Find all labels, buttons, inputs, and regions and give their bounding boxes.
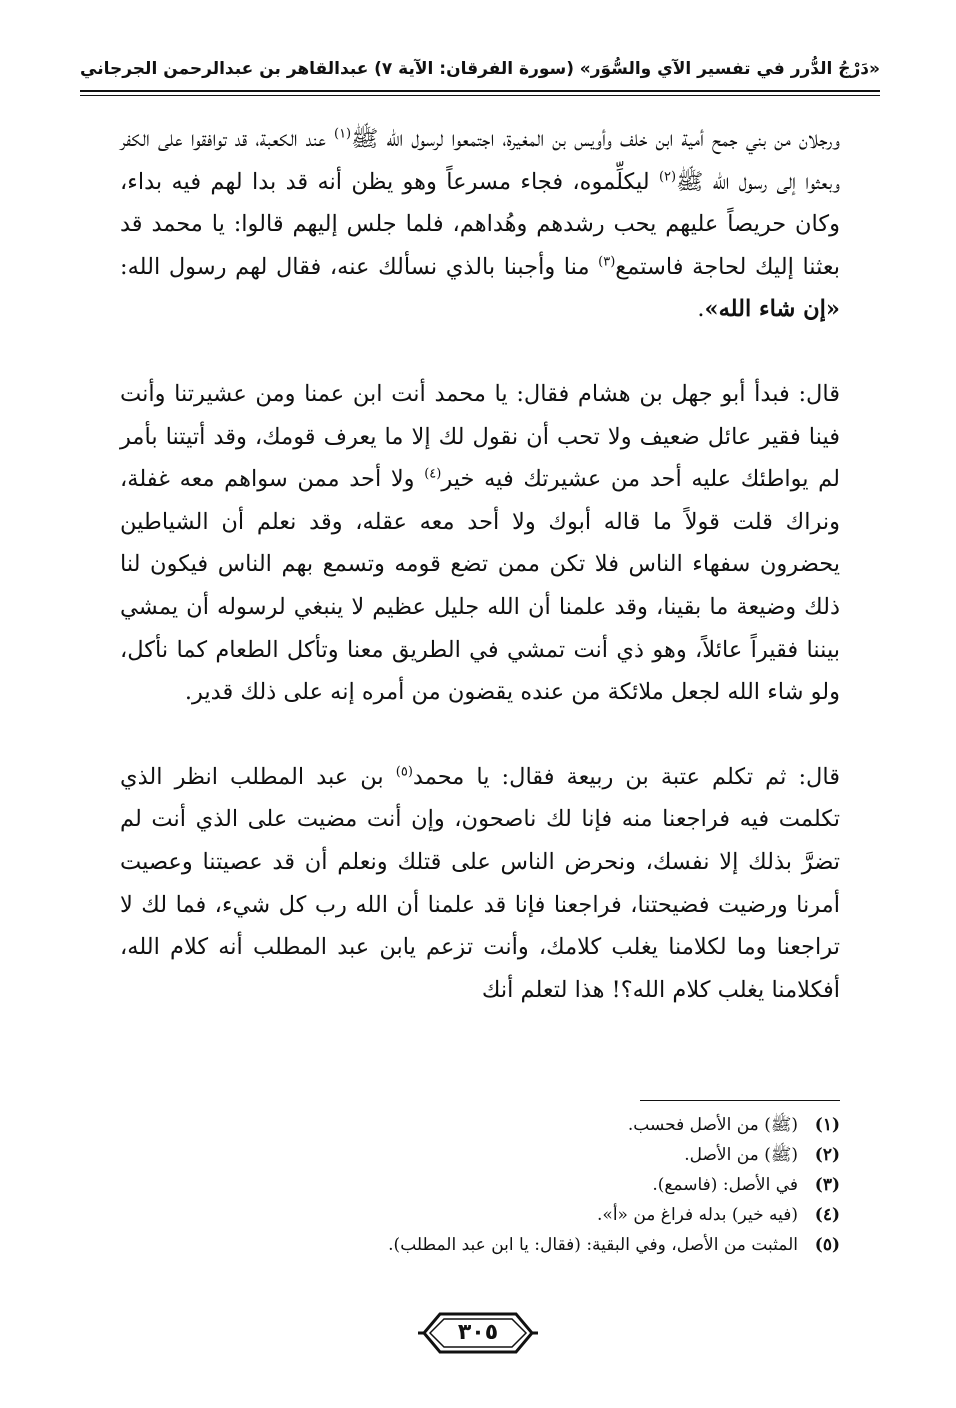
- footnote-item: [200, 1140, 840, 1170]
- header-book-title: «دَرْجُ الدُّرر في تفسير الآي والسُّوَر»: [579, 59, 880, 79]
- text-run: قال: فبدأ أبو جهل بن هشام فقال: يا محمد أنت ابن عمنا ومن عشيرتنا وأنت فينا فقير عائل ضعيف ولا تحب أن نقول لك إلا ما يعرف قومك، وقد أتيتنا بأمر لم يواطئك عليه أحد من عشيرتك فيه خير: [120, 380, 840, 493]
- header-rule-thin: [80, 95, 880, 96]
- text-run: ورجلان من بني جمح أمية ابن خلف وأويس بن المغيرة، اجتمعوا لرسول الله ﷺ: [351, 126, 840, 152]
- header-author: عبدالقاهر بن عبدالرحمن الجرجاني: [80, 59, 369, 79]
- footnote-item: [200, 1110, 840, 1140]
- paragraph-3: [120, 756, 840, 1012]
- text-run: ولا أحد ممن سواهم معه غفلة، ونراك قلت قولاً ما قاله أبوك ولا أحد معه عقله، وقد نعلم أن الشياطين يحضرون سفهاء الناس فلا تكن ممن تضع قومه وتسمع بهم الناس فيكون لنا ذلك وضيعة ما بقينا، وقد علمنا أن الله جليل عظيم لا ينبغي لرسوله أن يمشي بيننا فقيراً عائلاً، وهو ذي أنت تمشي في الطريق معنا وتأكل الطعام كما نأكل، ولو شاء الله لجعل ملائكة من عنده يقضون من أمره إنه على ذلك قدير.: [120, 466, 840, 706]
- text-run: .: [697, 296, 705, 323]
- footnote-ref-3: (٣): [598, 254, 616, 270]
- text-run: قال: ثم تكلم عتبة بن ربيعة فقال: يا محمد: [412, 763, 840, 790]
- text-run: بن عبد المطلب انظر الذي تكلمت فيه فراجعنا منه فإنا لك ناصحون، وإن أنت مضيت على الذي أنت لم تضرَّ بذلك إلا نفسك، ونحرض الناس على قتلك ونعلم أن قد عصيتنا وعصيت أمرنا ورضيت فضيحتنا، فراجعنا فإنا قد علمنا أن الله رب كل شيء، فما لك لا تراجعنا وما لكلامنا يغلب كلامك، وأنت تزعم يابن عبد المطلب أنه كلام الله، أفكلامنا يغلب كلام الله؟! هذا لتعلم أنك: [120, 763, 840, 1003]
- header-rule: [80, 90, 880, 92]
- footnote-item: [200, 1230, 840, 1260]
- prophet-quote: «إن شاء الله»: [704, 296, 840, 323]
- footnote-ref-5: (٥): [395, 764, 413, 780]
- footnote-item: [200, 1170, 840, 1200]
- footnote-text: في الأصل: (فاسمع).: [652, 1175, 798, 1195]
- footnote-text: (فيه خير) بدله فراغ من «أ».: [597, 1205, 798, 1225]
- footnote-ref-1: (١): [333, 126, 352, 142]
- footnote-number: (٢): [814, 1145, 840, 1165]
- footnote-text: (ﷺ) من الأصل.: [684, 1145, 798, 1165]
- footnote-text: المثبت من الأصل، وفي البقية: (فقال: يا ابن عبد المطلب).: [388, 1235, 798, 1255]
- footnote-item: [200, 1200, 840, 1230]
- footnote-ref-2: (٢): [658, 169, 677, 185]
- text-run: عند الكعبة، قد توافقوا على الكفر وبعثوا إلى رسول الله ﷺ: [120, 126, 840, 195]
- text-run: منا وأجبنا بالذي نسألك عنه، فقال لهم رسول الله:: [120, 253, 599, 280]
- footnote-ref-4: (٤): [424, 466, 442, 482]
- footnote-number: (١): [814, 1115, 840, 1135]
- text-run: ليكلِّموه، فجاء مسرعاً وهو يظن أنه قد بدا لهم فيه بداء، وكان حريصاً عليهم يحب رشدهم وهُداهم، فلما جلس إليهم قالوا: يا محمد قد بعثنا إليك لحاجة فاستمع: [120, 168, 841, 280]
- footnote-separator: [640, 1100, 840, 1101]
- footnote-text: (ﷺ) من الأصل فحسب.: [627, 1115, 798, 1135]
- page-number-ornament: [418, 1310, 538, 1356]
- main-text: [120, 118, 840, 1011]
- footnote-number: (٤): [814, 1205, 840, 1225]
- footnote-number: (٣): [814, 1175, 840, 1195]
- running-header: [80, 52, 880, 86]
- paragraph-1: [120, 118, 840, 331]
- paragraph-2: [120, 373, 840, 714]
- header-surah-reference: (سورة الفرقان: الآية ٧): [374, 59, 575, 79]
- page-number: ٣٠٥: [457, 1320, 499, 1345]
- footnotes: [200, 1110, 840, 1260]
- footnote-number: (٥): [814, 1235, 840, 1255]
